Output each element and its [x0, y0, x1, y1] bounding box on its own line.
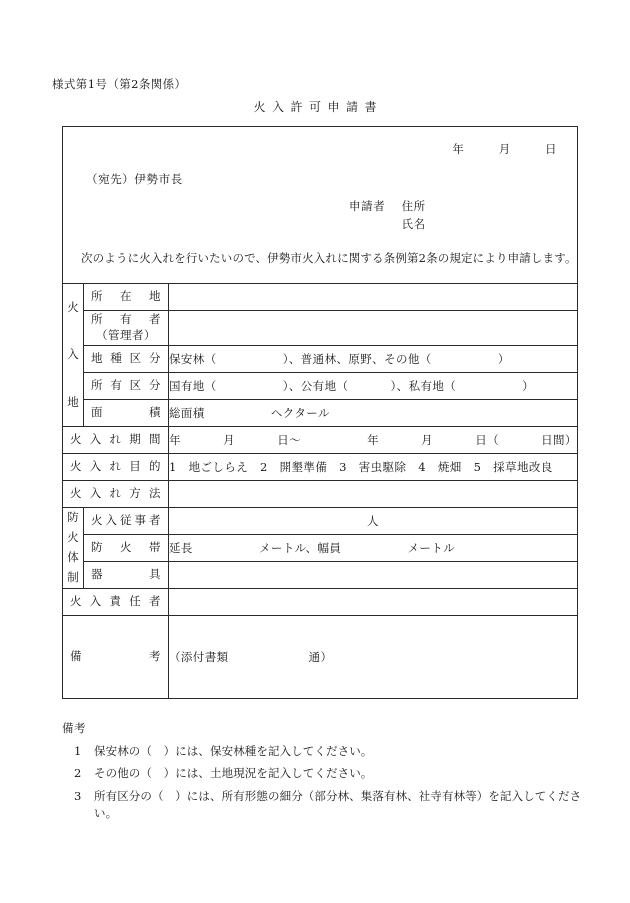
addressee: （宛先）伊勢市長 — [86, 172, 183, 186]
row-value-location[interactable] — [169, 284, 578, 311]
landtype-label-char-3: 分 — [148, 351, 161, 366]
row-label-remarks-text — [63, 649, 168, 665]
period-label-char-4: 間 — [149, 432, 161, 447]
ownership-option-public: ）、公有地（ — [282, 379, 349, 393]
method-label-char-4: 法 — [149, 486, 161, 501]
group-label-fireland-char-1: 入 — [67, 347, 79, 362]
footnotes-title: 備考 — [62, 721, 86, 735]
table-row-owner — [63, 311, 578, 346]
row-label-landtype-text — [84, 351, 168, 367]
method-label-char-3: 方 — [129, 486, 142, 501]
location-label-char-1: 在 — [120, 289, 132, 304]
row-label-equipment — [84, 562, 169, 589]
row-label-ownership — [84, 373, 169, 400]
group-label-fireprevention — [63, 508, 84, 589]
row-label-workers-text — [84, 513, 168, 529]
row-value-period[interactable] — [169, 427, 578, 454]
period-start-year: 年 — [169, 433, 182, 447]
group-label-fireland — [63, 284, 84, 427]
purpose-label-char-0: 火 — [70, 459, 82, 474]
workers-label-char-4: 者 — [149, 513, 161, 528]
table-row-period — [63, 427, 578, 454]
area-unit-hectare: ヘクタール — [270, 406, 330, 420]
row-value-landtype[interactable] — [169, 346, 578, 373]
firebreak-length-label: 延長 — [169, 541, 193, 555]
purpose-label-char-2: れ — [109, 459, 122, 474]
table-row-manager — [63, 589, 578, 616]
landtype-option-others: ）、普通林、原野、その他（ — [282, 352, 432, 366]
applicant-header-box — [62, 126, 578, 283]
row-label-firebreak-text — [84, 540, 168, 556]
table-row-landtype — [63, 346, 578, 373]
footnote-number: 2 — [74, 766, 82, 781]
form-number: 様式第1号（第2条関係） — [52, 77, 187, 91]
firebreak-label-char-1: 火 — [120, 540, 132, 555]
table-row-ownership — [63, 373, 578, 400]
row-label-firebreak — [84, 535, 169, 562]
landtype-option-hoanrin: 保安林（ — [169, 352, 217, 366]
owner-label-char-2: 者 — [149, 312, 161, 327]
applicant-address-label: 住所 — [401, 199, 426, 213]
application-table — [62, 283, 578, 699]
purpose-label-char-1: 入 — [89, 459, 102, 474]
manager-label-char-0: 火 — [70, 594, 82, 609]
period-start-month: 月 — [223, 433, 236, 447]
manager-label-char-4: 者 — [149, 594, 161, 609]
group-label-fireland-char-2: 地 — [67, 394, 79, 409]
landtype-label-char-2: 区 — [129, 351, 142, 366]
page-title: 火入許可申請書 — [253, 100, 383, 114]
remarks-label-char-0: 備 — [70, 649, 82, 664]
row-label-location-text — [84, 289, 168, 305]
row-label-purpose — [63, 454, 169, 481]
ownership-option-national: 国有地（ — [169, 379, 217, 393]
equipment-label-char-0: 器 — [91, 567, 103, 582]
area-label-char-1: 積 — [149, 405, 161, 420]
footnote-number: 3 — [74, 788, 82, 803]
footnote-text: 所有区分の（ ）には、所有形態の細分（部分林、集落有林、社寺有林等）を記入してください。 — [94, 788, 582, 820]
method-label-char-1: 入 — [89, 486, 102, 501]
group-label-fireland-stack — [63, 284, 83, 426]
group-label-fireprevention-char-2: 体 — [67, 550, 79, 565]
landtype-label-char-0: 地 — [91, 351, 103, 366]
period-end-year: 年 — [367, 433, 380, 447]
firebreak-label-char-0: 防 — [91, 540, 103, 555]
attachment-unit: 通） — [308, 650, 333, 664]
firebreak-width-label: メートル、幅員 — [258, 541, 342, 555]
area-total-label: 総面積 — [169, 406, 205, 420]
row-value-method[interactable] — [169, 481, 578, 508]
row-label-remarks — [63, 616, 169, 699]
table-row-purpose — [63, 454, 578, 481]
remarks-label-char-1: 考 — [149, 649, 161, 664]
owner-label-char-0: 所 — [91, 312, 103, 327]
row-label-method-text — [63, 486, 168, 502]
equipment-label-char-1: 具 — [149, 567, 161, 582]
table-row-workers — [63, 508, 578, 535]
row-value-ownership[interactable] — [169, 373, 578, 400]
group-label-fireprevention-char-1: 火 — [67, 530, 79, 545]
footnote-text: 保安林の（ ）には、保安林種を記入してください。 — [94, 744, 373, 758]
group-label-fireland-char-0: 火 — [67, 299, 79, 314]
row-label-method — [63, 481, 169, 508]
date-line — [452, 141, 557, 157]
period-label-char-0: 火 — [70, 432, 82, 447]
applicant-fields — [402, 198, 426, 234]
table-row-equipment — [63, 562, 578, 589]
method-label-char-2: れ — [109, 486, 122, 501]
row-label-manager-text — [63, 594, 168, 610]
footnote-item — [62, 788, 592, 823]
row-label-equipment-text — [84, 567, 168, 583]
date-day-label: 日 — [545, 142, 557, 156]
owner-label-char-1: 有 — [120, 312, 132, 327]
location-label-char-2: 地 — [149, 289, 161, 304]
workers-label-char-0: 火 — [91, 513, 103, 528]
area-label-char-0: 面 — [91, 405, 103, 420]
date-year-label: 年 — [452, 142, 465, 156]
row-value-remarks[interactable] — [169, 616, 578, 699]
table-row-area — [63, 400, 578, 427]
group-label-fireprevention-char-0: 防 — [67, 510, 79, 525]
manager-label-char-3: 任 — [129, 594, 142, 609]
footnote-text: その他の（ ）には、土地現況を記入してください。 — [94, 766, 373, 781]
group-label-fireprevention-stack — [63, 508, 83, 588]
row-label-ownership-text — [84, 378, 168, 394]
row-label-owner-text — [84, 312, 168, 328]
ownership-label-char-0: 所 — [91, 378, 103, 393]
row-value-area[interactable] — [169, 400, 578, 427]
footnote-item — [62, 765, 592, 782]
ownership-close-paren: ） — [522, 379, 535, 393]
ownership-label-char-3: 分 — [148, 378, 161, 393]
period-total-days: 日間） — [541, 433, 577, 447]
workers-label-char-1: 入 — [105, 513, 118, 528]
row-label-area-text — [84, 405, 168, 421]
row-label-owner-sub: （管理者） — [96, 328, 156, 342]
row-label-period-text — [63, 432, 168, 448]
period-label-char-1: 入 — [89, 432, 102, 447]
row-label-location — [84, 284, 169, 311]
ownership-label-char-2: 区 — [129, 378, 142, 393]
method-label-char-0: 火 — [70, 486, 82, 501]
row-value-equipment[interactable] — [169, 562, 578, 589]
footnote-item — [62, 743, 592, 760]
row-label-workers — [84, 508, 169, 535]
table-row-remarks — [63, 616, 578, 699]
workers-label-char-2: 従 — [120, 513, 132, 528]
footnote-number: 1 — [74, 744, 82, 758]
manager-label-char-1: 入 — [89, 594, 102, 609]
ownership-option-private: ）、私有地（ — [390, 379, 457, 393]
period-end-month: 月 — [421, 433, 434, 447]
landtype-close-paren: ） — [497, 352, 510, 366]
row-value-workers[interactable]: 人 — [169, 508, 578, 535]
table-row-location — [63, 284, 578, 311]
footnotes — [62, 720, 592, 827]
row-value-firebreak[interactable] — [169, 535, 578, 562]
applicant-name-label: 氏名 — [401, 216, 426, 231]
row-label-area — [84, 400, 169, 427]
period-end-day: 日（ — [475, 433, 500, 447]
row-label-manager — [63, 589, 169, 616]
attachment-label: （添付書類 — [169, 650, 229, 664]
row-label-purpose-text — [63, 459, 168, 475]
row-label-landtype — [84, 346, 169, 373]
date-month-label: 月 — [498, 142, 511, 156]
row-label-owner — [84, 311, 169, 346]
firebreak-width-unit: メートル — [407, 541, 456, 555]
applicant-block — [349, 198, 426, 234]
ownership-label-char-1: 有 — [110, 378, 123, 393]
row-value-owner[interactable] — [169, 311, 578, 346]
row-value-purpose-options[interactable]: 1 地ごしらえ 2 開墾準備 3 害虫駆除 4 焼畑 5 採草地改良 — [169, 454, 578, 481]
workers-label-char-3: 事 — [134, 513, 147, 528]
period-label-char-2: れ — [109, 432, 122, 447]
table-row-method — [63, 481, 578, 508]
row-value-manager[interactable] — [169, 589, 578, 616]
table-row-firebreak — [63, 535, 578, 562]
group-label-fireprevention-char-3: 制 — [67, 570, 79, 585]
manager-label-char-2: 責 — [109, 594, 122, 609]
landtype-label-char-1: 種 — [110, 351, 123, 366]
row-label-period — [63, 427, 169, 454]
period-label-char-3: 期 — [129, 432, 142, 447]
purpose-label-char-4: 的 — [149, 459, 161, 474]
purpose-label-char-3: 目 — [129, 459, 142, 474]
period-start-day: 日〜 — [277, 433, 302, 447]
firebreak-label-char-2: 帯 — [149, 540, 161, 555]
applicant-label: 申請者 — [349, 199, 386, 213]
location-label-char-0: 所 — [91, 289, 103, 304]
application-statement: 次のように火入れを行いたいので、伊勢市火入れに関する条例第2条の規定により申請します。 — [81, 251, 577, 265]
